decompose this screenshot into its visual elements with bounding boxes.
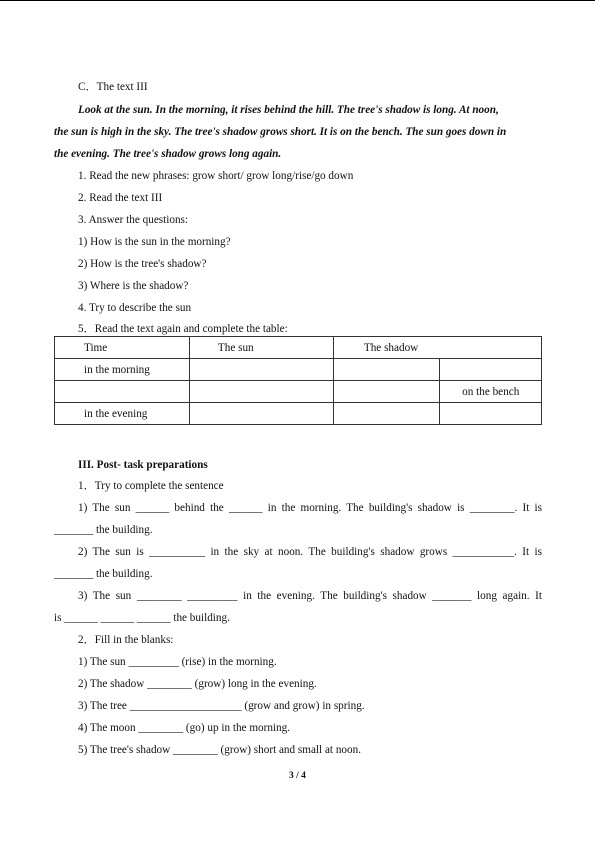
blank-2: 2) The shadow ________ (grow) long in the evening.: [78, 678, 317, 690]
question-3: 3) Where is the shadow?: [78, 280, 189, 292]
header-the-shadow: The shadow: [333, 337, 541, 359]
table-row: [55, 381, 542, 403]
task-2: 2．Fill in the blanks:: [78, 634, 174, 646]
table-cell[interactable]: [440, 359, 542, 381]
blank-4: 4) The moon ________ (go) up in the morning.: [78, 722, 291, 734]
table-cell: on the bench: [440, 381, 542, 403]
table-cell[interactable]: [333, 359, 440, 381]
sentence-3-line-2: is ______ ______ ______ the building.: [54, 612, 230, 624]
table-cell[interactable]: [55, 381, 190, 403]
step-5: 5．Read the text again and complete the table:: [78, 323, 288, 335]
passage-line-3: the evening. The tree's shadow grows long again.: [54, 148, 282, 160]
page-number: 3 / 4: [289, 771, 306, 781]
completion-table: [54, 336, 542, 425]
section-c-heading: C．The text III: [78, 81, 148, 93]
top-rule: [0, 0, 595, 1]
sentence-2-line-2: _______ the building.: [54, 568, 153, 580]
table-cell: in the morning: [55, 359, 190, 381]
blank-3: 3) The tree ____________________ (grow and grow) in spring.: [78, 700, 365, 712]
passage-line-2: the sun is high in the sky. The tree's shadow grows short. It is on the bench. The sun goes down in: [54, 126, 507, 138]
sentence-1-line-2: _______ the building.: [54, 524, 153, 536]
table-cell[interactable]: [189, 359, 333, 381]
sentence-2-line-1: 2) The sun is __________ in the sky at noon. The building's shadow grows ___________. It is: [78, 546, 542, 558]
task-1: 1．Try to complete the sentence: [78, 480, 224, 492]
table-header-row: [55, 337, 542, 359]
sentence-3-line-1: 3) The sun ________ _________ in the evening. The building's shadow _______ long again. It: [78, 590, 542, 602]
passage-line-1: Look at the sun. In the morning, it rises behind the hill. The tree's shadow is long. At noon,: [78, 104, 499, 116]
table-cell[interactable]: [333, 381, 440, 403]
step-1: 1. Read the new phrases: grow short/ grow long/rise/go down: [78, 170, 354, 182]
table-cell[interactable]: [189, 403, 333, 425]
table-row: [55, 359, 542, 381]
question-1: 1) How is the sun in the morning?: [78, 236, 231, 248]
table-cell[interactable]: [333, 403, 440, 425]
header-the-sun: The sun: [189, 337, 333, 359]
table-cell: in the evening: [55, 403, 190, 425]
blank-5: 5) The tree's shadow ________ (grow) short and small at noon.: [78, 744, 361, 756]
step-3: 3. Answer the questions:: [78, 214, 189, 226]
sentence-1-line-1: 1) The sun ______ behind the ______ in the morning. The building's shadow is ________. It is: [78, 502, 542, 514]
section-iii-heading: III. Post- task preparations: [78, 459, 208, 471]
step-2: 2. Read the text III: [78, 192, 163, 204]
table-cell[interactable]: [440, 403, 542, 425]
question-2: 2) How is the tree's shadow?: [78, 258, 207, 270]
table-cell[interactable]: [189, 381, 333, 403]
table-row: [55, 403, 542, 425]
step-4: 4. Try to describe the sun: [78, 302, 192, 314]
header-time: Time: [55, 337, 190, 359]
blank-1: 1) The sun _________ (rise) in the morning.: [78, 656, 277, 668]
